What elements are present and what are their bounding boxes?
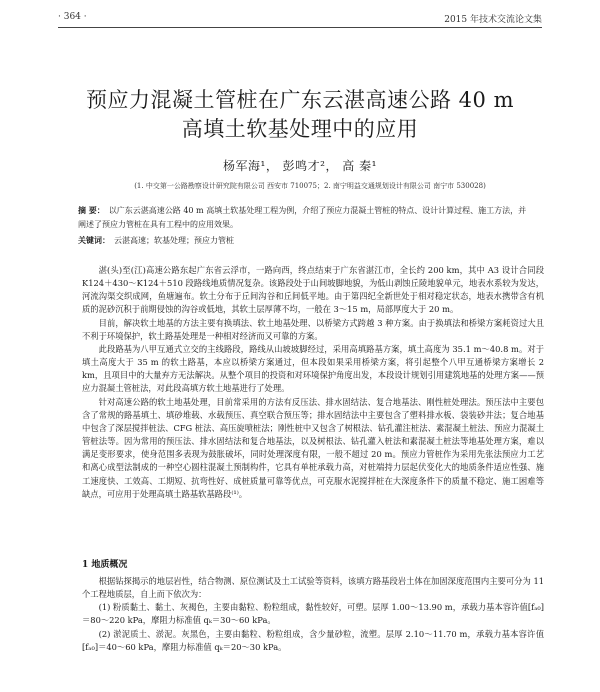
body-text (82, 258, 544, 501)
keywords-text: 云湛高速；软基处理；预应力管桩 (114, 236, 234, 245)
title-line-1: 预应力混凝土管桩在广东云湛高速公路 40 m (86, 88, 514, 112)
section-body (82, 575, 544, 654)
keywords-label: 关键词： (78, 235, 110, 245)
authors: 杨军海¹， 彭鸣才²， 高 秦¹ (223, 159, 377, 173)
section-paragraph: (1) 粉质黏土、黏土、灰褐色，主要由黏粒、粉粒组成，黏性较好，可塑。层厚 1.00～13.90 m，承载力基本容许值[fₐ₀]＝80～220 kPa，摩阻力标准值 qₖ＝30～60 kPa。 (82, 602, 544, 626)
abstract-label: 摘 要： (78, 205, 105, 215)
affiliation: (1. 中交第一公路勘察设计研究院有限公司 西安市 710075；2. 南宁明益交通规划设计有限公司 南宁市 530028) (134, 182, 486, 190)
body-paragraph: 湛(头)至(江)高速公路东起广东省云浮市，一路向西，终点结束于广东省湛江市，全长约 200 km，其中 A3 设计合同段 K124＋430～K124＋510 段路线地质情况复杂。该路段处于山间坡脚地貌，为低山剥蚀丘陵地貌单元，地表水系较为发达，河流沟渠交织成网，鱼塘遍布。软土分布于丘间沟谷和丘间低平地。由于第四纪全新世处于相对稳定状态，地表水携带含有机质的泥砂沉积于前期侵蚀的沟谷或低地，其软土层厚薄不均，一般在 3～15 m，局部厚度大于 20 m。 (82, 265, 544, 315)
title-line-2: 高填土软基处理中的应用 (181, 117, 419, 141)
abstract (78, 203, 530, 232)
body-paragraph: 目前，解决软土地基的方法主要有换填法、软土地基处理、以桥梁方式跨越 3 种方案。由于换填法和桥梁方案耗资过大且不利于环境保护，软土路基处理是一种相对经济而又可靠的方案。 (82, 317, 544, 341)
abstract-text: 以广东云湛高速公路 40 m 高填土软基处理工程为例，介绍了预应力混凝土管桩的特点、设计计算过程、施工方法，并阐述了预应力管桩在具有工程中的应用效果。 (78, 206, 527, 229)
section-paragraph: (2) 淤泥质土、淤泥。灰黑色，主要由黏粒、粉粒组成，含少量砂粒，流塑。层厚 2.10～11.70 m，承载力基本容许值[fₐ₀]＝40～60 kPa，摩阻力标准值 qₖ＝20～30 kPa。 (82, 628, 544, 652)
body-paragraph: 此段路基为八甲互通式立交的主线路段，路线从山坡坡脚经过，采用高填路基方案，填土高度为 35.1 m～40.8 m。对于填土高度大于 35 m 的软土路基，本应以桥梁方案通过，但本段如果采用桥梁方案，将引起整个八甲互通桥梁方案增长 2 km，且项目中的大量弃方无法解决。从整个项目的投资和对环境保护角度出发，本段设计规划引用建筑地基的处理方案——预应力混凝土管桩法，对此段高填方软土地基进行了处理。 (82, 343, 544, 394)
page-number: · 364 · (58, 12, 87, 22)
header-rule (58, 27, 542, 28)
body-paragraph: 针对高速公路的软土地基处理，目前常采用的方法有反压法、排水固结法、复合地基法、刚性桩处理法。预压法中主要包含了常规的路基填土、填砂堆载、水载预压、真空联合预压等；排水固结法中主要包含了塑料排水板、袋装砂井法；复合地基中包含了深层搅拌桩法、CFG 桩法、高压旋喷桩法；刚性桩中又包含了树根法、钻孔灌注桩法、素混凝土桩法、预应力混凝土管桩法等。因为常用的预压法、排水固结法和复合地基法，以及树根法、钻孔灌入桩法和素混凝土桩法等地基处理方案，难以满足变形要求，使身范围多表现为鼓胀破坏，同时处理深度有限，一般不超过 20 m。预应力管桩作为采用先张法预应力工艺和离心成型法制成的一种空心圆柱混凝土预制构件，它具有单桩承载力高，对桩端持力层起伏变化大的地质条件适应性强、施工速度快、工效高、工期短、抗弯性好、成桩质量可靠等优点，可克服水泥搅拌桩在大深度条件下的质量不稳定、施工困难等缺点，可应用于处理高填土路基软基路段⁽¹⁾。 (82, 396, 544, 499)
section-paragraph: 根据钻探揭示的地层岩性，结合物测、原位测试及土工试验等资料，该填方路基段岩土体在加固深度范围内主要可分为 11 个工程地质层，自上而下依次为： (82, 576, 544, 600)
journal-name: 2015 年技术交流论文集 (444, 15, 542, 25)
keywords (78, 233, 530, 248)
running-head (58, 12, 542, 28)
section-heading: 1 地质概况 (82, 560, 128, 570)
paper-title (40, 86, 560, 144)
